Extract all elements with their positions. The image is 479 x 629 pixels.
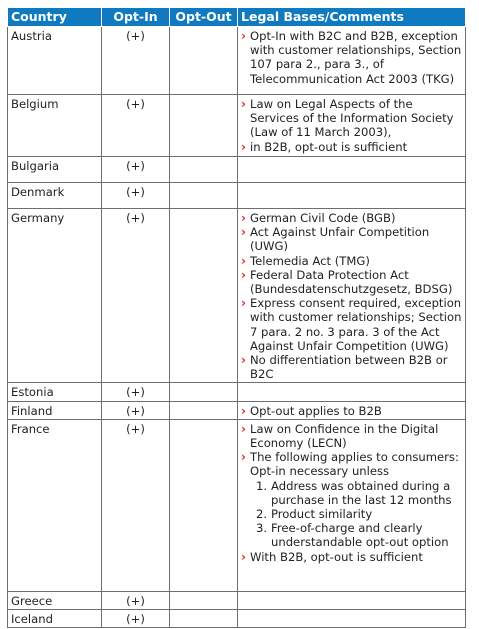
opt-out-cell [170, 401, 238, 419]
chevron-right-icon: › [241, 97, 246, 111]
numbered-item [250, 479, 462, 507]
table-row [8, 591, 466, 609]
opt-in-cell: (+) [102, 383, 170, 401]
table-row [8, 419, 466, 591]
bullet-item [241, 550, 462, 564]
opt-in-cell: (+) [102, 591, 170, 609]
opt-out-cell [170, 610, 238, 628]
bullet-item [241, 254, 462, 268]
bullet-text: Federal Data Protection Act (Bundesdatenschutzgesetz, BDSG) [250, 267, 453, 297]
country-cell: France [8, 419, 102, 591]
comments-cell [238, 209, 466, 383]
header-legal-bases: Legal Bases/Comments [238, 8, 466, 27]
item-number: 1. [255, 478, 267, 493]
chevron-right-icon: › [241, 353, 246, 368]
comments-cell [238, 419, 466, 591]
comments-cell [238, 401, 466, 419]
country-cell: Bulgaria [8, 157, 102, 183]
opt-in-cell: (+) [102, 95, 170, 157]
bullet-item [241, 268, 462, 296]
numbered-item [250, 521, 462, 549]
table-header-row [8, 8, 466, 27]
table-row [8, 610, 466, 628]
bullet-item [241, 422, 462, 450]
header-country: Country [8, 8, 102, 27]
bullet-text: Opt-In with B2C and B2B, exception with customer relationships, Section 107 para 2., para 3., of Telecommunication Act 2003 (TKG) [250, 29, 462, 86]
chevron-right-icon: › [241, 225, 246, 240]
comments-cell [238, 610, 466, 628]
bullet-text: Act Against Unfair Competition (UWG) [250, 225, 430, 254]
bullet-text: Law on Legal Aspects of the Services of the Information Society (Law of 11 March 2003), [250, 97, 454, 140]
comments-cell [238, 383, 466, 401]
table-row [8, 27, 466, 95]
country-cell: Estonia [8, 383, 102, 401]
item-number: 3. [255, 521, 267, 536]
item-text: Product similarity [271, 507, 373, 522]
opt-out-cell [170, 27, 238, 95]
opt-in-cell: (+) [102, 401, 170, 419]
table-row [8, 183, 466, 209]
country-cell: Germany [8, 209, 102, 383]
country-cell: Greece [8, 591, 102, 609]
bullet-text: Express consent required, exception with customer relationships; Section 7 para. 2 no. 3 para. 3 of the Act Against Unfair Competition (UWG) [250, 296, 462, 353]
chevron-right-icon: › [241, 421, 246, 436]
bullet-text: German Civil Code (BGB) [250, 211, 396, 225]
chevron-right-icon: › [241, 403, 246, 418]
bullet-item [241, 225, 462, 253]
opt-out-cell [170, 209, 238, 383]
opt-out-cell [170, 95, 238, 157]
comments-cell [238, 27, 466, 95]
numbered-item [250, 507, 462, 521]
opt-in-cell: (+) [102, 419, 170, 591]
numbered-list [241, 479, 462, 550]
bullet-text: in B2B, opt-out is sufficient [250, 139, 408, 154]
country-cell: Denmark [8, 183, 102, 209]
opt-out-cell [170, 157, 238, 183]
item-text: Address was obtained during a purchase in the last 12 months [271, 478, 452, 507]
chevron-right-icon: › [241, 253, 246, 268]
bullet-text: The following applies to consumers: [250, 450, 459, 465]
chevron-right-icon: › [241, 549, 246, 564]
bullet-text: Telemedia Act (TMG) [250, 253, 370, 268]
bullet-item [241, 97, 462, 140]
bullet-text: Law on Confidence in the Digital Economy (LECN) [250, 421, 439, 451]
opt-in-cell: (+) [102, 157, 170, 183]
bullet-item [241, 140, 462, 154]
opt-out-cell [170, 183, 238, 209]
table-row [8, 157, 466, 183]
comments-cell [238, 591, 466, 609]
chevron-right-icon: › [241, 267, 246, 282]
bullet-item [241, 353, 462, 381]
header-opt-out: Opt-Out [170, 8, 238, 27]
country-cell: Iceland [8, 610, 102, 628]
opt-in-cell: (+) [102, 27, 170, 95]
opt-in-cell: (+) [102, 209, 170, 383]
chevron-right-icon: › [241, 211, 246, 225]
country-cell: Finland [8, 401, 102, 419]
table-row [8, 95, 466, 157]
opt-in-cell: (+) [102, 183, 170, 209]
comments-cell [238, 183, 466, 209]
bullet-text: No differentiation between B2B or B2C [250, 353, 448, 382]
table-row [8, 383, 466, 401]
bullet-item [241, 450, 462, 464]
bullet-text: With B2B, opt-out is sufficient [250, 549, 423, 564]
bullet-item [241, 211, 462, 225]
opt-in-cell: (+) [102, 610, 170, 628]
bullet-item [241, 29, 462, 86]
opt-out-cell [170, 383, 238, 401]
country-cell: Belgium [8, 95, 102, 157]
chevron-right-icon: › [241, 29, 246, 43]
bullet-item [241, 404, 462, 418]
chevron-right-icon: › [241, 296, 246, 311]
opt-out-cell [170, 591, 238, 609]
plain-text: Opt-in necessary unless [250, 464, 390, 479]
table-row [8, 209, 466, 383]
country-cell: Austria [8, 27, 102, 95]
table-row [8, 401, 466, 419]
opt-out-cell [170, 419, 238, 591]
bullet-item [241, 296, 462, 353]
comments-cell [238, 95, 466, 157]
legal-bases-table [7, 7, 466, 628]
chevron-right-icon: › [241, 139, 246, 154]
item-text: Free-of-charge and clearly understandable opt-out option [271, 521, 449, 550]
comments-cell [238, 157, 466, 183]
bullet-text: Opt-out applies to B2B [250, 403, 382, 418]
item-number: 2. [255, 507, 267, 522]
header-opt-in: Opt-In [102, 8, 170, 27]
chevron-right-icon: › [241, 450, 246, 465]
